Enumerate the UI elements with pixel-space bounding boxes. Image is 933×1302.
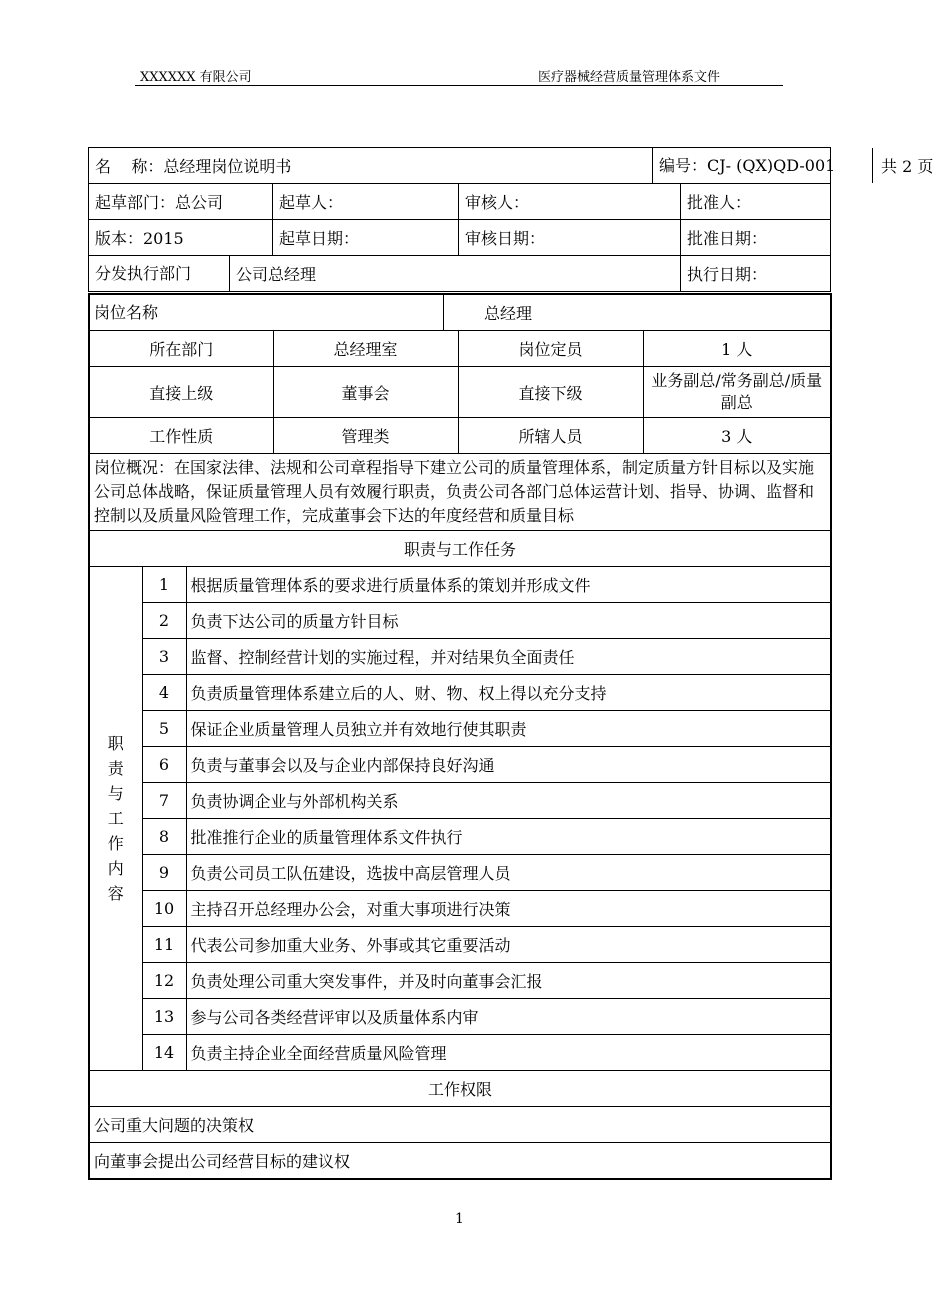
draft-date: 起草日期： xyxy=(273,220,459,256)
subordinate-value: 业务副总/常务副总/质量副总 xyxy=(643,367,831,418)
duty-text: 参与公司各类经营评审以及质量体系内审 xyxy=(186,999,831,1035)
duty-number: 2 xyxy=(142,603,186,639)
duty-row xyxy=(89,747,831,783)
duty-row xyxy=(89,819,831,855)
authority-item: 公司重大问题的决策权 xyxy=(89,1107,831,1143)
authority-item: 向董事会提出公司经营目标的建议权 xyxy=(89,1143,831,1180)
duty-row xyxy=(89,603,831,639)
duty-number: 13 xyxy=(142,999,186,1035)
quota-label: 岗位定员 xyxy=(458,331,643,367)
dept-value: 总经理室 xyxy=(273,331,458,367)
duty-row xyxy=(89,891,831,927)
duty-text: 批准推行企业的质量管理体系文件执行 xyxy=(186,819,831,855)
duty-row xyxy=(89,783,831,819)
duties-side-label-cell xyxy=(89,567,142,1071)
drafter: 起草人： xyxy=(273,184,459,220)
duty-text: 代表公司参加重大业务、外事或其它重要活动 xyxy=(186,927,831,963)
duty-number: 4 xyxy=(142,675,186,711)
approver: 批准人： xyxy=(681,184,831,220)
duty-text: 负责处理公司重大突发事件，并及时向董事会汇报 xyxy=(186,963,831,999)
authority-title: 工作权限 xyxy=(89,1071,831,1107)
duty-row xyxy=(89,711,831,747)
duty-text: 负责协调企业与外部机构关系 xyxy=(186,783,831,819)
duty-row xyxy=(89,855,831,891)
page-number: 1 xyxy=(455,1211,464,1227)
duty-number: 11 xyxy=(142,927,186,963)
duty-number: 1 xyxy=(142,567,186,603)
staff-value: 3 人 xyxy=(643,418,831,454)
duty-text: 负责公司员工队伍建设，选拔中高层管理人员 xyxy=(186,855,831,891)
header-doc-system: 医疗器械经营质量管理体系文件 xyxy=(538,70,721,85)
duty-row xyxy=(89,963,831,999)
dist-dept-label: 分发执行部门 xyxy=(89,256,230,291)
document-info-table xyxy=(88,147,933,292)
header-company: XXXXXX 有限公司 xyxy=(140,70,252,85)
duty-text: 主持召开总经理办公会，对重大事项进行决策 xyxy=(186,891,831,927)
duty-text: 保证企业质量管理人员独立并有效地行使其职责 xyxy=(186,711,831,747)
subordinate-label: 直接下级 xyxy=(458,367,643,418)
duty-text: 负责下达公司的质量方针目标 xyxy=(186,603,831,639)
duty-row xyxy=(89,639,831,675)
duty-text: 负责质量管理体系建立后的人、财、物、权上得以充分支持 xyxy=(186,675,831,711)
duty-number: 10 xyxy=(142,891,186,927)
duty-number: 6 xyxy=(142,747,186,783)
duties-side-label: 职责与工作内容 xyxy=(107,734,124,903)
position-overview: 岗位概况：在国家法律、法规和公司章程指导下建立公司的质量管理体系，制定质量方针目标以及实施公司总体战略，保证质量管理人员有效履行职责，负责公司各部门总体运营计划、指导、协调、监督和控制以及质量风险管理工作，完成董事会下达的年度经营和质量目标 xyxy=(89,454,831,531)
superior-label: 直接上级 xyxy=(89,367,273,418)
duty-number: 8 xyxy=(142,819,186,855)
superior-value: 董事会 xyxy=(273,367,458,418)
doc-number: 编号：CJ- (QX)QD-001 xyxy=(653,148,873,183)
duty-row xyxy=(89,927,831,963)
exec-date: 执行日期： xyxy=(681,256,831,292)
duty-number: 3 xyxy=(142,639,186,675)
duty-number: 5 xyxy=(142,711,186,747)
duty-row xyxy=(89,999,831,1035)
staff-label: 所辖人员 xyxy=(458,418,643,454)
doc-name: 名 称：总经理岗位说明书 xyxy=(89,148,653,184)
duties-title: 职责与工作任务 xyxy=(89,531,831,567)
duty-text: 负责主持企业全面经营质量风险管理 xyxy=(186,1035,831,1071)
review-date: 审核日期： xyxy=(459,220,681,256)
nature-label: 工作性质 xyxy=(89,418,273,454)
duty-number: 14 xyxy=(142,1035,186,1071)
duty-number: 9 xyxy=(142,855,186,891)
position-name-value: 总经理 xyxy=(484,304,533,323)
reviewer: 审核人： xyxy=(459,184,681,220)
duty-number: 7 xyxy=(142,783,186,819)
duty-row xyxy=(89,567,831,603)
approve-date: 批准日期： xyxy=(681,220,831,256)
nature-value: 管理类 xyxy=(273,418,458,454)
duty-text: 负责与董事会以及与企业内部保持良好沟通 xyxy=(186,747,831,783)
draft-dept: 起草部门：总公司 xyxy=(89,184,273,220)
duty-number: 12 xyxy=(142,963,186,999)
dept-label: 所在部门 xyxy=(89,331,273,367)
position-name-label: 岗位名称 xyxy=(90,295,444,330)
header-divider xyxy=(135,85,783,86)
quota-value: 1 人 xyxy=(643,331,831,367)
dist-dept-value: 公司总经理 xyxy=(236,265,317,284)
doc-pages: 共 2 页 xyxy=(881,157,933,176)
duty-row xyxy=(89,1035,831,1071)
duty-row xyxy=(89,675,831,711)
duty-text: 监督、控制经营计划的实施过程，并对结果负全面责任 xyxy=(186,639,831,675)
duty-text: 根据质量管理体系的要求进行质量体系的策划并形成文件 xyxy=(186,567,831,603)
position-table xyxy=(88,293,832,1180)
version: 版本：2015 xyxy=(89,220,273,256)
